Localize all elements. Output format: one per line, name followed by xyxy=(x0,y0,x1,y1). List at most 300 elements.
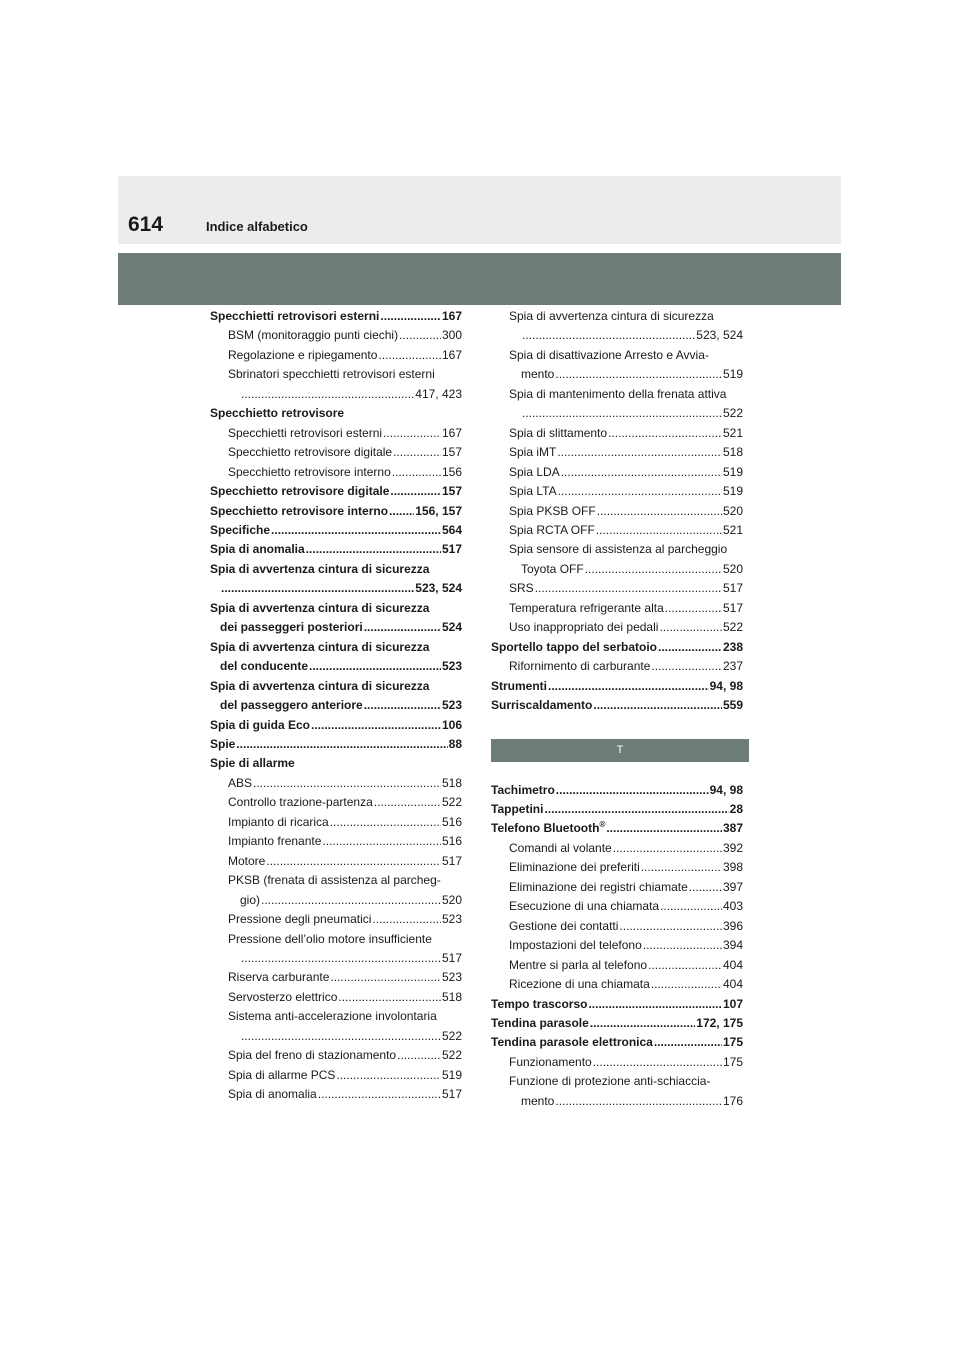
entry-term-text: Impostazioni del telefono xyxy=(509,938,642,953)
index-entry xyxy=(210,443,462,462)
page-reference: 518 xyxy=(441,775,462,790)
entry-term-text: del passeggero anteriore xyxy=(220,698,363,713)
index-entry xyxy=(491,599,743,618)
page-reference: 520 xyxy=(722,561,743,576)
page-reference: 387 xyxy=(722,821,743,836)
page-reference: 521 xyxy=(722,425,743,440)
dot-leader xyxy=(330,813,441,832)
entry-term-text: Spie xyxy=(210,736,236,751)
entry-term-text: Toyota OFF xyxy=(521,561,584,576)
page-reference: 398 xyxy=(722,860,743,875)
registered-mark: ® xyxy=(599,820,606,830)
entry-term-text: Surriscaldamento xyxy=(491,698,593,713)
dot-leader xyxy=(689,878,722,897)
entry-term-text: Specchietto retrovisore interno xyxy=(210,503,389,518)
page-reference: 156 xyxy=(441,464,462,479)
page-reference: 523 xyxy=(441,970,462,985)
dot-leader xyxy=(593,696,722,715)
dot-leader xyxy=(336,1066,441,1085)
page-reference: 300 xyxy=(441,328,462,343)
entry-term xyxy=(509,463,560,482)
index-entry-text: Spia di avvertenza cintura di sicurezza xyxy=(210,600,430,615)
entry-term-text: Specchietti retrovisori esterni xyxy=(228,425,383,440)
index-entry xyxy=(491,1053,743,1072)
index-entry xyxy=(491,975,743,994)
index-entry xyxy=(491,443,743,462)
page-reference: 518 xyxy=(441,989,462,1004)
dot-leader xyxy=(266,852,441,871)
entry-term-text: Servosterzo elettrico xyxy=(228,989,338,1004)
page-reference: 522 xyxy=(722,406,743,421)
section-header-t: T xyxy=(491,739,749,762)
index-entry-text: Funzione di protezione anti-schiaccia- xyxy=(509,1074,711,1089)
entry-term-text: dei passeggeri posteriori xyxy=(220,620,363,635)
dot-leader xyxy=(544,800,728,819)
entry-term-text: Ricezione di una chiamata xyxy=(509,977,650,992)
entry-term xyxy=(521,560,584,579)
dot-leader xyxy=(393,443,441,462)
entry-term xyxy=(509,839,612,858)
dot-leader xyxy=(364,696,441,715)
index-entry xyxy=(210,735,462,754)
index-entry xyxy=(491,463,743,482)
index-entry-text: PKSB (frenata di assistenza al parcheg- xyxy=(228,873,441,888)
page-reference: 107 xyxy=(722,996,743,1011)
dot-leader xyxy=(318,1085,441,1104)
entry-term xyxy=(210,502,388,521)
entry-term xyxy=(491,677,547,696)
title-bar xyxy=(118,253,841,305)
entry-term-text: Specchietti retrovisori esterni xyxy=(210,309,380,323)
entry-term xyxy=(509,618,658,637)
entry-term-text: Pressione degli pneumatici xyxy=(228,912,372,927)
dot-leader xyxy=(558,482,722,501)
index-entry xyxy=(210,307,462,326)
entry-term xyxy=(491,1014,589,1033)
entry-term xyxy=(228,1046,396,1065)
dot-leader xyxy=(522,404,722,423)
index-entry-text: Sistema anti-accelerazione involontaria xyxy=(228,1009,437,1024)
entry-term-text: Spia di allarme PCS xyxy=(228,1067,336,1082)
dot-leader xyxy=(606,819,722,838)
entry-term-text: Spia di slittamento xyxy=(509,425,608,440)
dot-leader xyxy=(651,657,722,676)
entry-term-text: Specchietto retrovisore digitale xyxy=(228,445,393,460)
index-entry-text: Spia sensore di assistenza al parcheggio xyxy=(509,542,728,557)
index-entry xyxy=(491,502,743,521)
page-reference: 176 xyxy=(722,1093,743,1108)
page-reference: 524 xyxy=(441,620,462,635)
entry-term xyxy=(210,521,270,540)
entry-term xyxy=(228,813,329,832)
index-entry-text: Specchietto retrovisore xyxy=(210,406,345,421)
index-entry xyxy=(491,618,743,637)
index-entry xyxy=(210,346,462,365)
entry-term-text: ABS xyxy=(228,775,253,790)
index-entry xyxy=(210,774,462,793)
index-entry xyxy=(491,560,743,579)
entry-term xyxy=(220,696,363,715)
entry-term-text: Specifiche xyxy=(210,522,271,537)
entry-term xyxy=(210,540,305,559)
index-entry xyxy=(210,618,462,637)
index-entry xyxy=(491,424,743,443)
page-reference: 237 xyxy=(722,659,743,674)
index-entry-text: Spia di avvertenza cintura di sicurezza xyxy=(210,639,430,654)
page-number: 614 xyxy=(128,213,164,236)
index-entry xyxy=(210,949,462,968)
dot-leader xyxy=(561,463,722,482)
index-entry xyxy=(210,1066,462,1085)
dot-leader xyxy=(555,365,722,384)
page-reference: 516 xyxy=(441,814,462,829)
entry-term xyxy=(491,638,657,657)
page-reference: 94, 98 xyxy=(709,782,743,797)
entry-term xyxy=(228,1066,335,1085)
entry-term-text: Tappetini xyxy=(491,801,544,816)
page-reference: 396 xyxy=(722,918,743,933)
entry-term xyxy=(220,618,363,637)
page-reference: 157 xyxy=(441,445,462,460)
index-entry xyxy=(491,521,743,540)
index-entry xyxy=(210,988,462,1007)
entry-term-text: Eliminazione dei registri chiamate xyxy=(509,879,688,894)
dot-leader xyxy=(241,949,441,968)
dot-leader xyxy=(253,774,441,793)
page-reference: 519 xyxy=(441,1067,462,1082)
entry-term xyxy=(491,1033,653,1052)
entry-term-text: Impianto di ricarica xyxy=(228,814,329,829)
entry-term xyxy=(491,819,605,838)
dot-leader xyxy=(596,521,722,540)
index-entry xyxy=(491,917,743,936)
index-entry xyxy=(491,1014,743,1033)
page-reference: 167 xyxy=(441,425,462,440)
dot-leader xyxy=(364,618,441,637)
dot-leader xyxy=(390,482,441,501)
page-reference: 167 xyxy=(441,309,462,323)
entry-term xyxy=(220,657,308,676)
page-reference: 516 xyxy=(441,834,462,849)
entry-term-text: Regolazione e ripiegamento xyxy=(228,347,378,362)
dot-leader xyxy=(651,975,722,994)
dot-leader xyxy=(522,326,695,345)
page-reference: 172, 175 xyxy=(696,1015,743,1030)
page-reference: 523 xyxy=(441,698,462,713)
entry-term xyxy=(228,774,252,793)
dot-leader xyxy=(660,897,722,916)
entry-term xyxy=(228,910,371,929)
dot-leader xyxy=(380,307,441,326)
page-reference: 156, 157 xyxy=(415,503,462,518)
index-entry-text: Spia di disattivazione Arresto e Avvia- xyxy=(509,347,709,362)
dot-leader xyxy=(588,995,722,1014)
index-entry xyxy=(491,897,743,916)
entry-term xyxy=(509,424,607,443)
entry-term xyxy=(509,657,650,676)
dot-leader xyxy=(383,424,441,443)
entry-term-text: Spia di anomalia xyxy=(228,1087,317,1102)
dot-leader xyxy=(555,1092,722,1111)
index-entry xyxy=(210,424,462,443)
entry-term-text: Spia di anomalia xyxy=(210,542,305,557)
entry-term-text: Esecuzione di una chiamata xyxy=(509,899,660,914)
index-entry-text: Spia di mantenimento della frenata attiva xyxy=(509,386,727,401)
index-entry xyxy=(491,638,743,657)
dot-leader xyxy=(236,735,447,754)
index-entry xyxy=(210,852,462,871)
index-entry xyxy=(491,995,743,1014)
index-entry xyxy=(210,521,462,540)
dot-leader xyxy=(389,502,414,521)
page-reference: 523 xyxy=(441,659,462,674)
entry-term xyxy=(210,482,389,501)
entry-term xyxy=(228,326,398,345)
index-entry-text: Sbrinatori specchietti retrovisori esterni xyxy=(228,367,435,382)
dot-leader xyxy=(585,560,722,579)
dot-leader xyxy=(330,968,441,987)
page-reference: 167 xyxy=(441,347,462,362)
entry-term-text: Strumenti xyxy=(491,678,548,693)
dot-leader xyxy=(372,910,441,929)
dot-leader xyxy=(659,618,722,637)
index-entry xyxy=(210,793,462,812)
page-reference: 403 xyxy=(722,899,743,914)
index-entry xyxy=(491,326,743,345)
page-reference: 519 xyxy=(722,464,743,479)
index-entry xyxy=(210,1085,462,1104)
entry-term xyxy=(509,975,650,994)
page-reference: 517 xyxy=(441,950,462,965)
entry-term-text: Tempo trascorso xyxy=(491,996,588,1011)
entry-term-text: Tendina parasole xyxy=(491,1015,589,1030)
index-entry xyxy=(210,502,462,521)
dot-leader xyxy=(535,579,722,598)
index-entry-text: Spia di avvertenza cintura di sicurezza xyxy=(210,678,430,693)
page-reference: 520 xyxy=(722,503,743,518)
index-entry xyxy=(491,1033,743,1052)
dot-leader xyxy=(392,463,441,482)
index-entry xyxy=(491,936,743,955)
entry-term xyxy=(228,443,392,462)
index-entry xyxy=(491,819,743,838)
entry-term-text: Gestione dei contatti xyxy=(509,918,619,933)
page-reference: 522 xyxy=(441,1028,462,1043)
dot-leader xyxy=(378,346,441,365)
page-reference: 394 xyxy=(722,938,743,953)
index-entry xyxy=(491,404,743,423)
page-reference: 517 xyxy=(441,853,462,868)
entry-term xyxy=(509,502,596,521)
dot-leader xyxy=(608,424,722,443)
index-entry-text: Spia di avvertenza cintura di sicurezza xyxy=(509,309,714,323)
dot-leader xyxy=(590,1014,695,1033)
dot-leader xyxy=(241,1027,441,1046)
page-reference: 517 xyxy=(722,600,743,615)
page-reference: 523, 524 xyxy=(415,581,462,596)
entry-term-text: Uso inappropriato dei pedali xyxy=(509,620,659,635)
entry-term-text: Riserva carburante xyxy=(228,970,330,985)
index-entry xyxy=(210,326,462,345)
entry-term xyxy=(509,936,642,955)
dot-leader xyxy=(271,521,441,540)
header-title: Indice alfabetico xyxy=(206,219,308,234)
entry-term-text: Sportello tappo del serbatoio xyxy=(491,639,658,654)
entry-term xyxy=(509,1053,592,1072)
entry-term-text: Controllo trazione-partenza xyxy=(228,795,373,810)
entry-term-text: Funzionamento xyxy=(509,1054,592,1069)
index-entry xyxy=(491,839,743,858)
index-entry-text: Spia di avvertenza cintura di sicurezza xyxy=(210,561,430,576)
index-entry xyxy=(491,657,743,676)
entry-term-text: Spia LDA xyxy=(509,464,560,479)
entry-term xyxy=(521,365,554,384)
entry-term-text: SRS xyxy=(509,581,534,596)
entry-term xyxy=(228,463,391,482)
entry-term-text: Spia RCTA OFF xyxy=(509,522,595,537)
dot-leader xyxy=(306,540,441,559)
page-reference: 520 xyxy=(441,892,462,907)
dot-leader xyxy=(658,638,722,657)
entry-term-text: mento xyxy=(521,367,555,382)
index-column-right xyxy=(491,307,743,1111)
index-entry xyxy=(491,1092,743,1111)
page-reference: 94, 98 xyxy=(709,678,743,693)
entry-term-text: gio) xyxy=(240,892,261,907)
entry-term-text: Tachimetro xyxy=(491,782,555,797)
dot-leader xyxy=(322,832,441,851)
entry-term xyxy=(210,307,379,326)
index-entry xyxy=(491,696,743,715)
dot-leader xyxy=(648,956,722,975)
index-entry xyxy=(210,540,462,559)
entry-term-text: Comandi al volante xyxy=(509,840,612,855)
entry-term xyxy=(491,781,555,800)
entry-term xyxy=(509,443,556,462)
index-entry xyxy=(491,579,743,598)
index-entry xyxy=(210,968,462,987)
page-reference: 517 xyxy=(441,542,462,557)
entry-term xyxy=(228,346,377,365)
index-entry-text: Pressione dell’olio motore insufficiente xyxy=(228,931,432,946)
index-entry xyxy=(210,579,462,598)
index-entry xyxy=(491,800,743,819)
index-entry xyxy=(210,891,462,910)
entry-term-text: Rifornimento di carburante xyxy=(509,659,651,674)
page-reference: 564 xyxy=(441,522,462,537)
entry-term xyxy=(509,521,595,540)
entry-term-text: BSM (monitoraggio punti ciechi) xyxy=(228,328,399,343)
entry-term-text: Temperatura refrigerante alta xyxy=(509,600,664,615)
dot-leader xyxy=(613,839,722,858)
index-column-left xyxy=(210,307,462,1105)
page-reference: 175 xyxy=(722,1035,743,1050)
index-entry xyxy=(491,677,743,696)
entry-term-text: Tendina parasole elettronica xyxy=(491,1035,653,1050)
entry-term xyxy=(509,878,688,897)
entry-term-text: Impianto frenante xyxy=(228,834,322,849)
page-reference: 392 xyxy=(722,840,743,855)
page-reference: 157 xyxy=(441,484,462,499)
page-reference: 519 xyxy=(722,367,743,382)
page-reference: 517 xyxy=(441,1087,462,1102)
page-reference: 404 xyxy=(722,957,743,972)
entry-term-text: Spia di guida Eco xyxy=(210,717,311,732)
dot-leader xyxy=(397,1046,441,1065)
entry-term-text: Mentre si parla al telefono xyxy=(509,957,648,972)
page-reference: 522 xyxy=(722,620,743,635)
entry-term xyxy=(491,696,592,715)
page-reference: 522 xyxy=(441,1048,462,1063)
entry-term xyxy=(521,1092,554,1111)
dot-leader xyxy=(548,677,709,696)
page-reference: 404 xyxy=(722,977,743,992)
dot-leader xyxy=(261,891,441,910)
entry-term xyxy=(210,735,235,754)
entry-term xyxy=(509,482,557,501)
entry-term xyxy=(491,800,543,819)
index-entry xyxy=(210,716,462,735)
index-entry xyxy=(491,781,743,800)
page-reference: 417, 423 xyxy=(415,386,462,401)
entry-term xyxy=(228,424,382,443)
page-reference: 397 xyxy=(722,879,743,894)
entry-term xyxy=(228,832,321,851)
index-entry xyxy=(210,482,462,501)
entry-term-text: Specchietto retrovisore interno xyxy=(228,464,391,479)
index-entry xyxy=(210,832,462,851)
dot-leader xyxy=(597,502,722,521)
page-reference: 28 xyxy=(729,801,743,816)
entry-term xyxy=(240,891,260,910)
entry-term xyxy=(228,968,329,987)
index-entry xyxy=(210,696,462,715)
entry-term xyxy=(228,1085,317,1104)
entry-term xyxy=(509,858,640,877)
page-reference: 522 xyxy=(441,795,462,810)
entry-term-text: mento xyxy=(521,1093,555,1108)
index-entry xyxy=(210,813,462,832)
page-reference: 106 xyxy=(441,717,462,732)
entry-term xyxy=(210,716,310,735)
dot-leader xyxy=(338,988,441,1007)
index-entry xyxy=(210,910,462,929)
entry-term xyxy=(509,956,647,975)
dot-leader xyxy=(619,917,722,936)
entry-term xyxy=(509,917,618,936)
index-entry xyxy=(210,657,462,676)
entry-term-text: Specchietto retrovisore digitale xyxy=(210,484,390,499)
dot-leader xyxy=(309,657,441,676)
index-entry xyxy=(491,365,743,384)
index-entry-text: Spie di allarme xyxy=(210,756,295,771)
page-reference: 518 xyxy=(722,445,743,460)
entry-term xyxy=(228,852,265,871)
dot-leader xyxy=(643,936,722,955)
entry-term xyxy=(228,988,337,1007)
entry-term xyxy=(509,599,664,618)
page-reference: 523, 524 xyxy=(696,328,743,343)
page-reference: 88 xyxy=(448,736,462,751)
entry-term xyxy=(228,793,373,812)
entry-term-text: Spia iMT xyxy=(509,445,557,460)
page-reference: 519 xyxy=(722,484,743,499)
dot-leader xyxy=(241,385,414,404)
dot-leader xyxy=(557,443,722,462)
index-entry xyxy=(210,463,462,482)
entry-term-text: Spia PKSB OFF xyxy=(509,503,596,518)
index-entry xyxy=(491,858,743,877)
